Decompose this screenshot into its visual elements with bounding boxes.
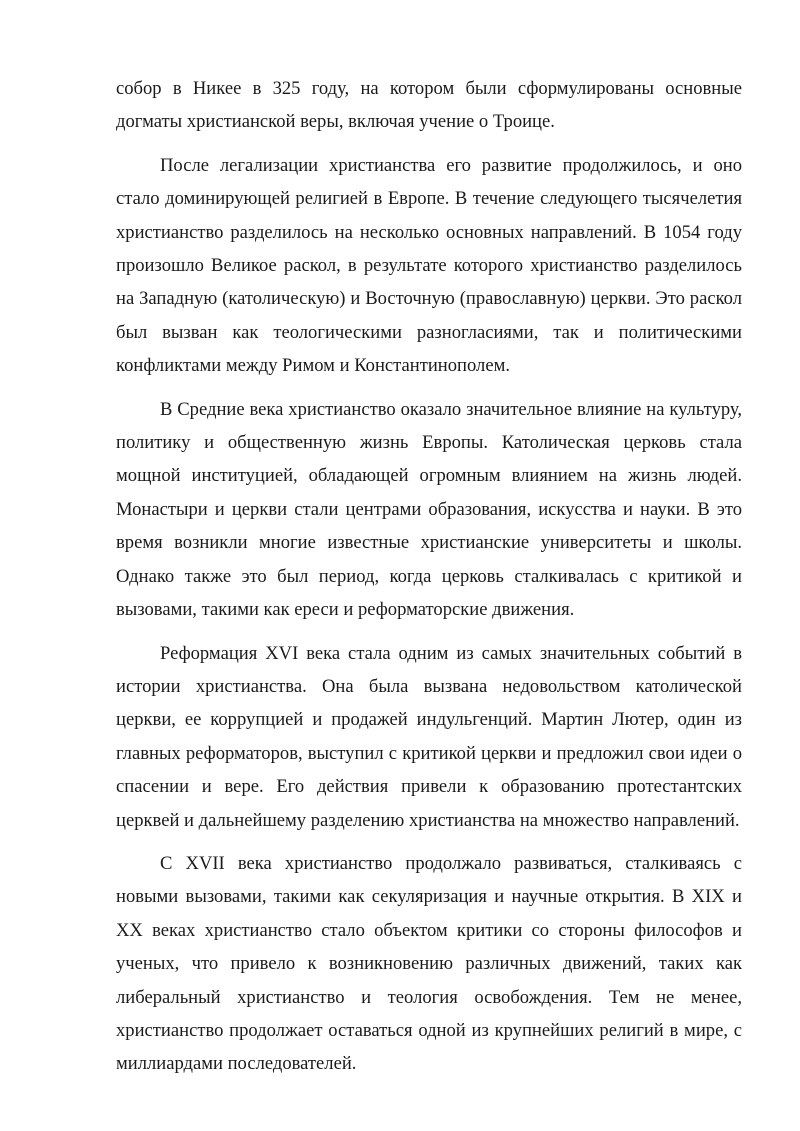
paragraph-3: В Средние века христианство оказало значительное влияние на культуру, политику и общественную жизнь Европы. Католическая церковь стала мощной институцией, обладающей огромным влиянием на жизнь людей. Монастыри и церкви стали центрами образования, искусства и науки. В это время возникли многие известные христианские университеты и школы. Однако также это был период, когда церковь сталкивалась с критикой и вызовами, такими как ереси и реформаторские движения. <box>116 398 742 621</box>
paragraph-1: собор в Никее в 325 году, на котором были сформулированы основные догматы христианской веры, включая учение о Троице. <box>116 78 742 133</box>
paragraph-4: Реформация XVI века стала одним из самых значительных событий в истории христианства. Она была вызвана недовольством католической церкви, ее коррупцией и продажей индульгенций. Мартин Лютер, один из главных реформаторов, выступил с критикой церкви и предложил свои идеи о спасении и вере. Его действия привели к образованию протестантских церквей и дальнейшему разделению христианства на множество направлений. <box>116 642 742 831</box>
paragraph-5: С XVII века христианство продолжало развиваться, сталкиваясь с новыми вызовами, такими как секуляризация и научные открытия. В XIX и XX веках христианство стало объектом критики со стороны философов и ученых, что привело к возникновению различных движений, таких как либеральный христианство и теология освобождения. Тем не менее, христианство продолжает оставаться одной из крупнейших религий в мире, с миллиардами последователей. <box>116 852 742 1075</box>
paragraph-2: После легализации христианства его развитие продолжилось, и оно стало доминирующей религией в Европе. В течение следующего тысячелетия христианство разделилось на несколько основных направлений. В 1054 году произошло Великое раскол, в результате которого христианство разделилось на Западную (католическую) и Восточную (православную) церкви. Это раскол был вызван как теологическими разногласиями, так и политическими конфликтами между Римом и Константинополем. <box>116 154 742 377</box>
document-body <box>116 72 742 1091</box>
